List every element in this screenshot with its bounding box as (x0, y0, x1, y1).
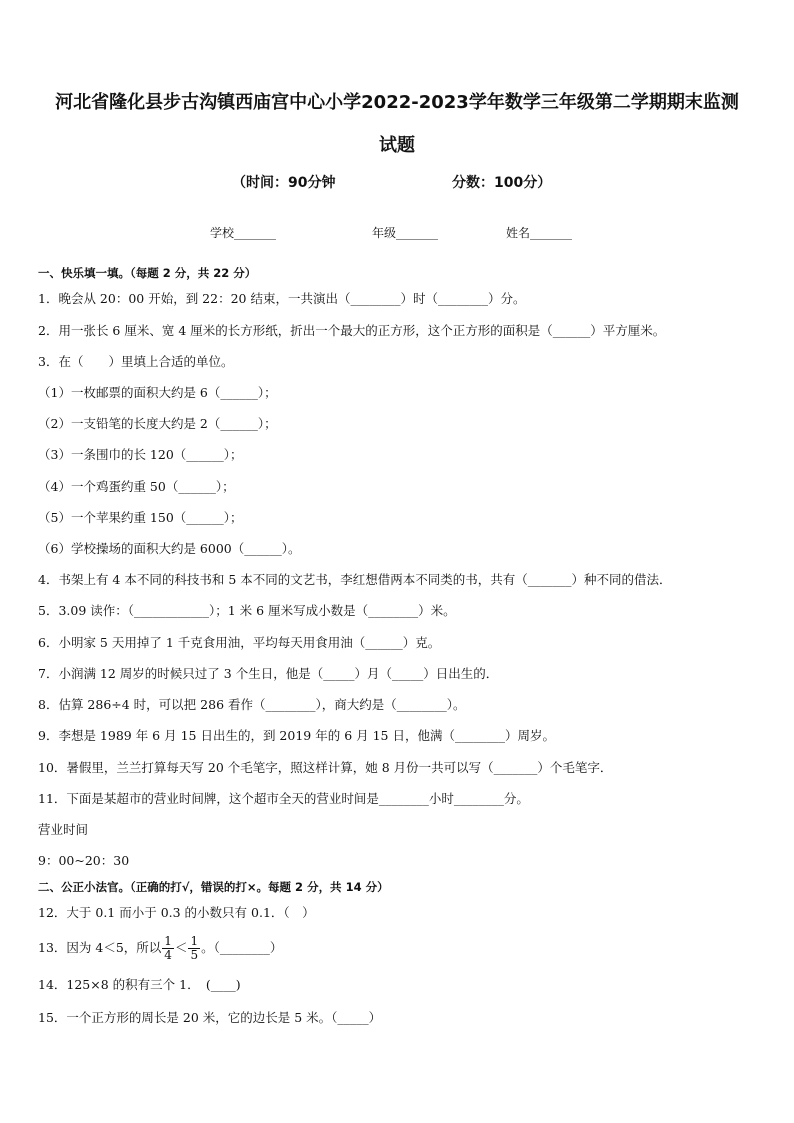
question-13 (38, 934, 282, 962)
question-15: 15．一个正方形的周长是 20 米，它的边长是 5 米。（_____） (38, 1010, 382, 1025)
question-3-5: （5）一个苹果约重 150（______）； (38, 510, 243, 525)
name-field[interactable]: 姓名_______ (506, 226, 573, 240)
section1-heading: 一、快乐填一填。（每题 2 分，共 22 分） (38, 266, 257, 280)
fraction-one-quarter (162, 935, 174, 962)
school-field[interactable]: 学校_______ (210, 226, 277, 240)
fraction-denominator: 4 (164, 948, 172, 962)
question-4: 4．书架上有 4 本不同的科技书和 5 本不同的文艺书，李红想借两本不同类的书，共有（_______）种不同的借法． (38, 572, 672, 587)
question-3: 3．在（ ）里填上合适的单位。 (38, 354, 234, 369)
question-9: 9．李想是 1989 年 6 月 15 日出生的，到 2019 年的 6 月 15 日，他满（________）周岁。 (38, 728, 555, 743)
question-13-suffix: 。（________） (201, 940, 283, 955)
business-hours-value: 9：00~20：30 (38, 853, 130, 868)
question-8: 8．估算 286÷4 时，可以把 286 看作（________），商大约是（________）。 (38, 697, 466, 712)
question-2: 2．用一张长 6 厘米、宽 4 厘米的长方形纸，折出一个最大的正方形，这个正方形的面积是（______）平方厘米。 (38, 323, 666, 338)
question-7: 7．小润满 12 周岁的时候只过了 3 个生日，他是（_____）月（_____）日出生的． (38, 666, 499, 681)
question-6: 6．小明家 5 天用掉了 1 千克食用油，平均每天用食用油（______）克。 (38, 635, 441, 650)
exam-title-line2: 试题 (379, 135, 415, 156)
question-12: 12．大于 0.1 而小于 0.3 的小数只有 0.1．（ ） (38, 905, 315, 920)
question-3-3: （3）一条围巾的长 120（______）； (38, 447, 243, 462)
fraction-denominator: 5 (190, 948, 199, 962)
exam-title-line1: 河北省隆化县步古沟镇西庙宫中心小学2022-2023学年数学三年级第二学期期末监测 (55, 92, 739, 113)
less-than-sign: ＜ (174, 940, 188, 955)
business-hours-label: 营业时间 (38, 822, 89, 837)
question-10: 10．暑假里，兰兰打算每天写 20 个毛笔字，照这样计算，她 8 月份一共可以写（_______）个毛笔字． (38, 760, 613, 775)
time-label: （时间：90分钟 (232, 175, 336, 191)
grade-field[interactable]: 年级_______ (372, 226, 439, 240)
fraction-one-fifth (188, 935, 200, 962)
fraction-numerator: 1 (164, 934, 172, 948)
question-13-prefix: 13．因为 4＜5，所以 (38, 940, 162, 955)
question-11: 11．下面是某超市的营业时间牌，这个超市全天的营业时间是________小时________分。 (38, 791, 529, 806)
question-3-2: （2）一支铅笔的长度大约是 2（______）； (38, 416, 277, 431)
question-3-1: （1）一枚邮票的面积大约是 6（______）； (38, 385, 277, 400)
question-5: 5．3.09 读作：（____________）；1 米 6 厘米写成小数是（________）米。 (38, 603, 456, 618)
question-3-4: （4）一个鸡蛋约重 50（______）； (38, 479, 235, 494)
question-3-6: （6）学校操场的面积大约是 6000（______）。 (38, 541, 301, 556)
score-label: 分数：100分） (452, 175, 552, 191)
question-1: 1．晚会从 20：00 开始，到 22：20 结束，一共演出（________）时（________）分。 (38, 291, 526, 306)
question-14: 14．125×8 的积有三个 1． (____) (38, 977, 241, 992)
section2-heading: 二、公正小法官。（正确的打√，错误的打×。每题 2 分，共 14 分） (38, 880, 389, 894)
fraction-numerator: 1 (190, 934, 199, 948)
